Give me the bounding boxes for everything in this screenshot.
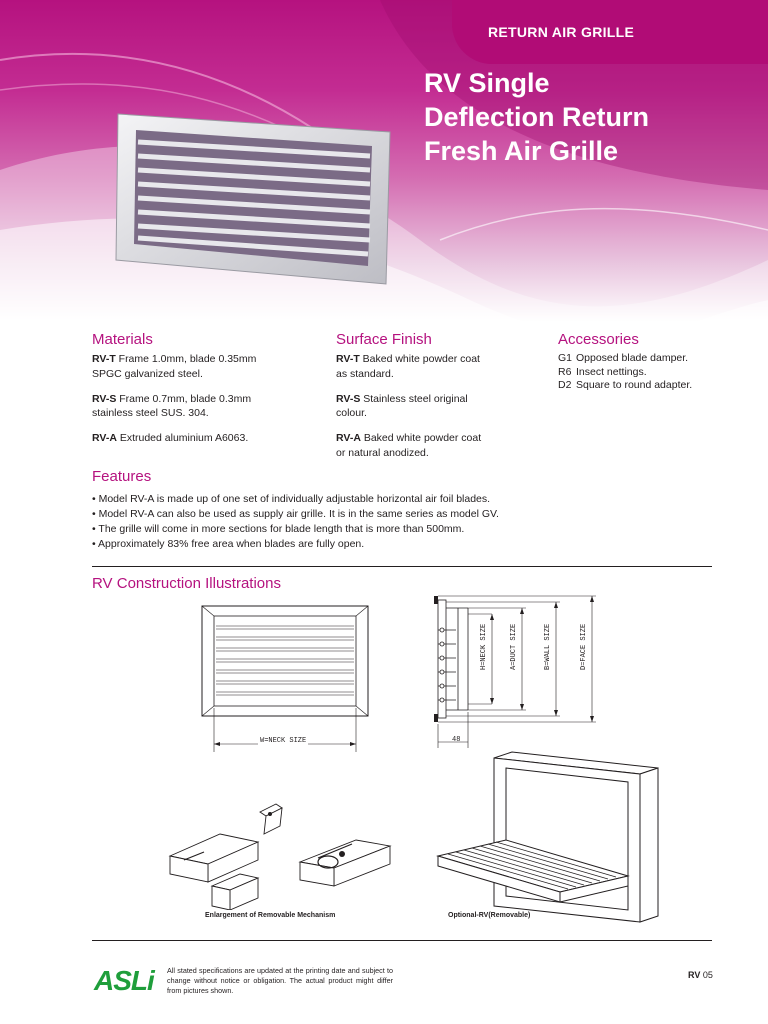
model-code: RV-A: [92, 432, 117, 444]
wall-size-label: B=WALL SIZE: [544, 623, 552, 670]
model-code: RV-A: [336, 432, 361, 444]
accessory-text: Insect nettings.: [576, 365, 647, 378]
materials-item: [92, 352, 322, 381]
spec-text: Frame 0.7mm, blade 0.3mm: [116, 392, 252, 405]
features-heading: Features: [92, 468, 152, 485]
disclaimer-text: All stated specifications are updated at the printing date and subject to change without notice or obligation. The actual product might differ from pictures shown.: [167, 966, 393, 995]
section-view-drawing: [428, 592, 612, 752]
feature-item: • Approximately 83% free area when blades are fully open.: [92, 538, 365, 550]
accessory-item: [558, 366, 748, 380]
model-code: RV-T: [336, 353, 360, 365]
accessory-code: D2: [558, 379, 572, 391]
logo-wordmark: ASLi: [94, 965, 154, 996]
accessory-code: G1: [558, 352, 573, 364]
grille-product-photo: [110, 110, 410, 288]
title-line: Fresh Air Grille: [424, 136, 619, 166]
features-list: [92, 492, 499, 552]
spec-text: SPGC galvanized steel.: [92, 367, 203, 380]
spec-text: Extruded aluminium A6063.: [116, 432, 249, 444]
model-code: RV-S: [336, 392, 361, 405]
materials-list: [92, 352, 322, 456]
mechanism-caption: Enlargement of Removable Mechanism: [205, 912, 336, 919]
asli-logo: [92, 962, 156, 996]
hero-banner-area: [0, 0, 768, 322]
finish-item: [336, 352, 546, 381]
optional-removable-drawing: [432, 748, 678, 924]
finish-item: [336, 392, 546, 421]
feature-item: • Model RV-A is made up of one set of individually adjustable horizontal air foil blades.: [92, 493, 491, 505]
front-view-drawing: [200, 604, 370, 754]
illustrations-heading: RV Construction Illustrations: [92, 575, 281, 592]
page-num: 05: [700, 970, 713, 980]
page-title: [424, 66, 754, 168]
materials-heading: Materials: [92, 331, 153, 348]
section-divider: [92, 566, 712, 567]
page-number: [688, 970, 713, 980]
accessories-list: [558, 352, 748, 393]
width-dimension-label: W=NECK SIZE: [260, 737, 307, 745]
accessory-text: Opposed blade damper.: [576, 352, 689, 364]
spec-text: Frame 1.0mm, blade 0.35mm: [115, 353, 257, 365]
category-banner: [452, 0, 768, 64]
model-code: RV-S: [92, 392, 117, 405]
optional-caption: Optional-RV(Removable): [448, 912, 531, 919]
spec-text: colour.: [336, 407, 367, 419]
spec-text: as standard.: [336, 367, 394, 380]
accessory-code: R6: [558, 365, 572, 378]
spec-text: Baked white powder coat: [359, 353, 480, 365]
neck-size-label: H=NECK SIZE: [480, 623, 488, 670]
materials-item: [92, 392, 322, 421]
footer-divider: [92, 940, 712, 941]
surface-finish-heading: Surface Finish: [336, 331, 432, 348]
removable-mechanism-drawing: [160, 790, 400, 910]
depth-label: 48: [452, 736, 461, 744]
spec-text: stainless steel SUS. 304.: [92, 407, 209, 419]
accessories-heading: Accessories: [558, 331, 639, 348]
feature-item: • Model RV-A can also be used as supply air grille. It is in the same series as model GV.: [92, 508, 499, 520]
materials-item: [92, 431, 322, 446]
accessory-text: Square to round adapter.: [576, 379, 693, 391]
page-code: RV: [688, 970, 701, 980]
category-label: RETURN AIR GRILLE: [488, 24, 635, 40]
duct-size-label: A=DUCT SIZE: [510, 623, 518, 670]
spec-text: Baked white powder coat: [360, 432, 482, 444]
title-line: Deflection Return: [424, 102, 650, 132]
finish-item: [336, 431, 546, 460]
accessory-item: [558, 379, 748, 393]
spec-text: or natural anodized.: [336, 446, 429, 459]
face-size-label: D=FACE SIZE: [580, 623, 588, 670]
spec-text: Stainless steel original: [360, 392, 468, 405]
surface-finish-list: [336, 352, 546, 471]
model-code: RV-T: [92, 353, 116, 365]
feature-item: • The grille will come in more sections for blade length that is more than 500mm.: [92, 523, 465, 535]
accessory-item: [558, 352, 748, 366]
title-line: RV Single: [424, 68, 550, 98]
